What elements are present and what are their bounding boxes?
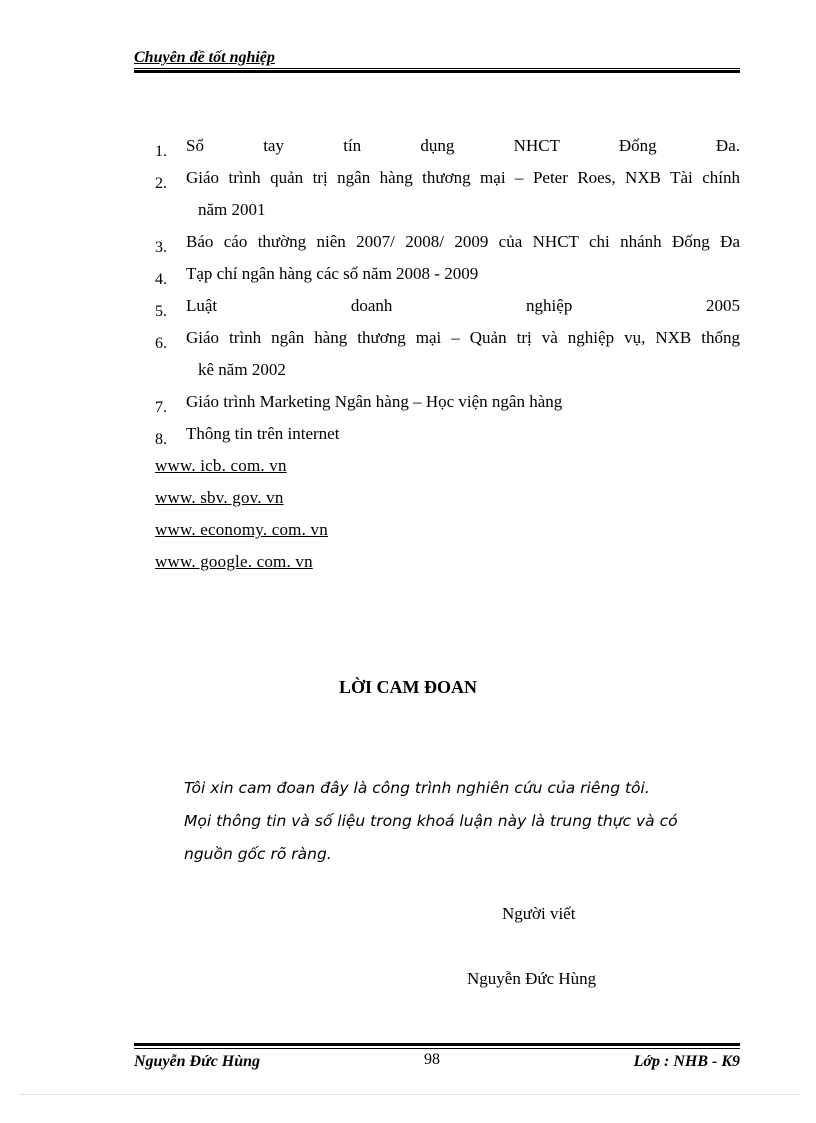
pledge-body	[184, 772, 724, 871]
footer-class: Lớp : NHB - K9	[633, 1053, 740, 1070]
website-link[interactable]: www. icb. com. vn	[155, 456, 287, 475]
reference-number: 7.	[155, 399, 167, 416]
page-bottom-divider	[20, 1094, 800, 1095]
pledge-line: Tôi xin cam đoan đây là công trình nghiên cứu của riêng tôi.	[184, 779, 650, 797]
reference-item	[155, 386, 740, 418]
page-footer	[134, 1043, 740, 1083]
reference-list	[155, 130, 740, 450]
reference-number: 5.	[155, 303, 167, 320]
website-link[interactable]: www. economy. com. vn	[155, 520, 328, 539]
header-rule	[134, 68, 740, 69]
signer-name: Nguyễn Đức Hùng	[467, 969, 597, 988]
reference-number: 4.	[155, 271, 167, 288]
reference-number: 8.	[155, 431, 167, 448]
reference-number: 6.	[155, 335, 167, 352]
website-link[interactable]: www. google. com. vn	[155, 552, 313, 571]
header-title: Chuyên đề tốt nghiệp	[134, 49, 275, 66]
pledge-line: Mọi thông tin và số liệu trong khoá luận này là trung thực và có	[184, 812, 678, 830]
reference-text: Giáo trình quản trị ngân hàng thương mại – Peter Roes, NXB Tài chính	[186, 168, 740, 187]
reference-item	[155, 226, 740, 258]
header-rule-thick	[134, 70, 740, 73]
reference-text: Thông tin trên internet	[186, 424, 340, 443]
page-header	[134, 48, 740, 68]
reference-item	[155, 290, 740, 322]
reference-item	[155, 258, 740, 290]
reference-number: 3.	[155, 239, 167, 256]
pledge-title: LỜI CAM ĐOAN	[339, 677, 477, 697]
reference-text: Giáo trình Marketing Ngân hàng – Học viện ngân hàng	[186, 392, 563, 411]
footer-rule-thick	[134, 1043, 740, 1046]
reference-item	[155, 130, 740, 162]
reference-item	[155, 418, 740, 450]
reference-text: Luật doanh nghiệp 2005	[186, 296, 740, 315]
reference-text: Báo cáo thường niên 2007/ 2008/ 2009 của NHCT chi nhánh Đống Đa	[186, 232, 740, 251]
reference-continuation: năm 2001	[198, 200, 266, 219]
website-link[interactable]: www. sbv. gov. vn	[155, 488, 284, 507]
reference-number: 1.	[155, 143, 167, 160]
reference-text: Sổ tay tín dụng NHCT Đống Đa.	[186, 136, 740, 155]
website-links	[155, 450, 328, 578]
pledge-line: nguồn gốc rõ ràng.	[184, 845, 332, 863]
reference-item	[155, 322, 740, 386]
footer-rule	[134, 1048, 740, 1049]
signer-label: Người viết	[502, 904, 576, 923]
reference-number: 2.	[155, 175, 167, 192]
page-number: 98	[424, 1051, 440, 1068]
reference-text: Giáo trình ngân hàng thương mại – Quản trị và nghiệp vụ, NXB thống	[186, 328, 740, 347]
footer-author: Nguyễn Đức Hùng	[134, 1053, 261, 1070]
reference-continuation: kê năm 2002	[198, 360, 286, 379]
reference-item	[155, 162, 740, 226]
reference-text: Tạp chí ngân hàng các số năm 2008 - 2009	[186, 264, 479, 283]
